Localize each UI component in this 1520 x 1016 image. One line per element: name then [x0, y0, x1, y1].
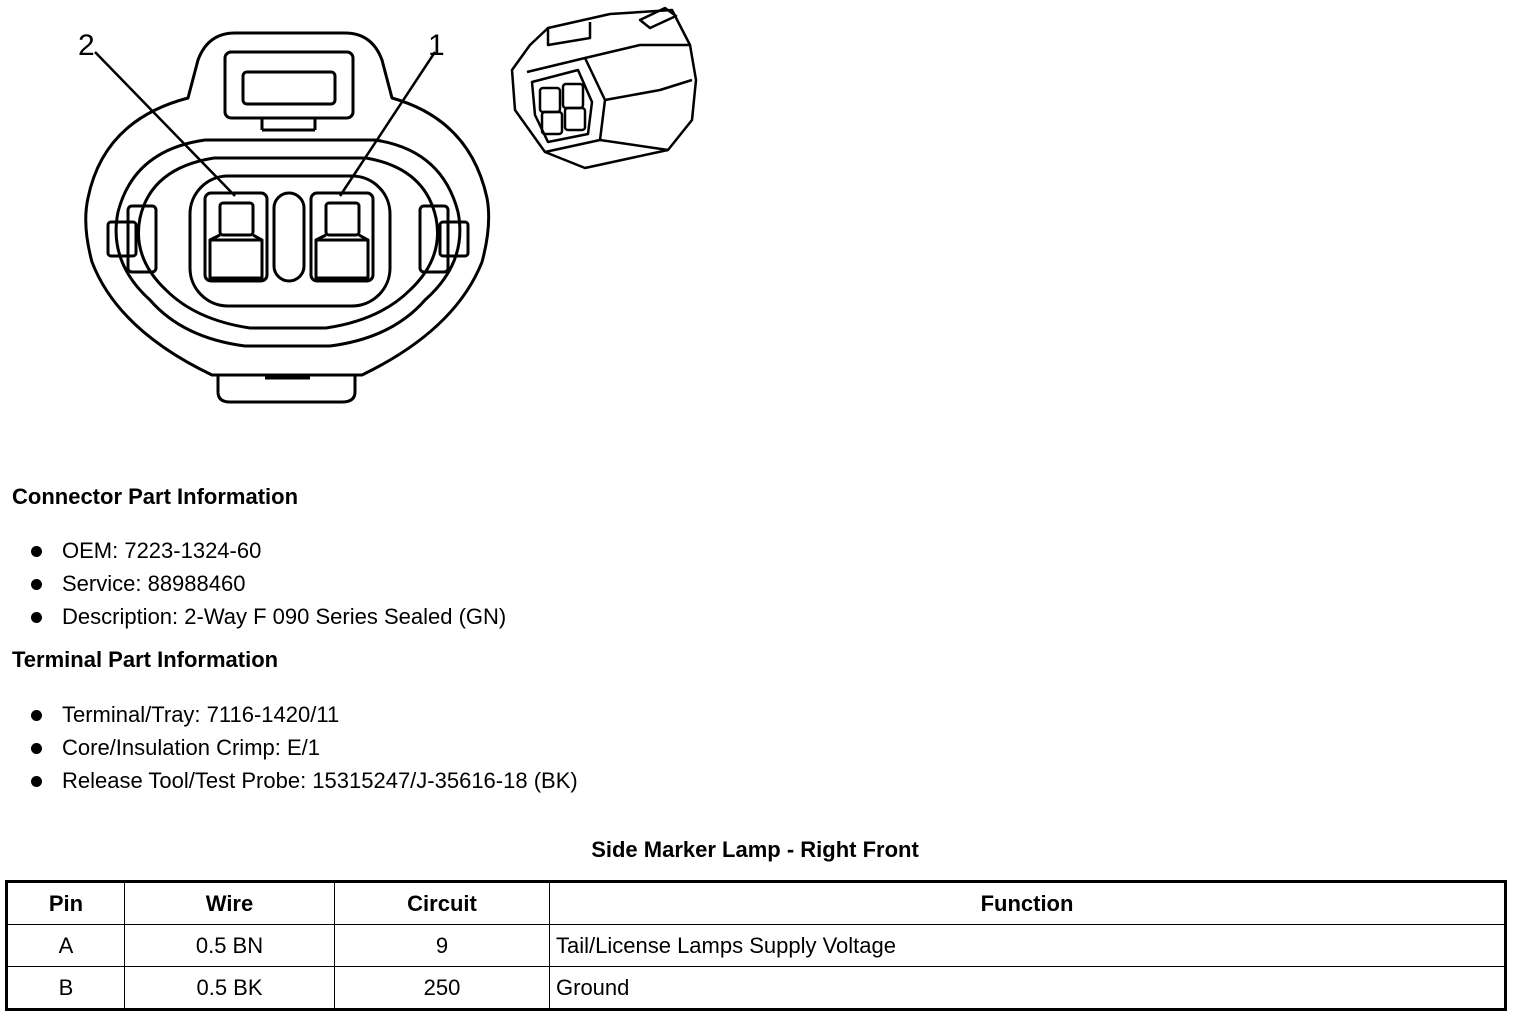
list-item	[0, 766, 578, 799]
list-item	[0, 733, 578, 766]
cell-pin: B	[7, 967, 125, 1010]
connector-description: Description: 2-Way F 090 Series Sealed (GN)	[62, 604, 507, 629]
table-header-row	[7, 882, 1506, 925]
bullet-icon	[31, 612, 42, 623]
terminal-crimp: Core/Insulation Crimp: E/1	[62, 735, 320, 760]
list-item	[0, 536, 506, 569]
connector-info-title: Connector Part Information	[12, 484, 299, 509]
cell-circuit: 250	[335, 967, 550, 1010]
terminal-tray: Terminal/Tray: 7116-1420/11	[62, 702, 340, 727]
table-row	[7, 925, 1506, 967]
header-wire: Wire	[125, 882, 335, 925]
list-item	[0, 700, 578, 733]
header-pin: Pin	[7, 882, 125, 925]
list-item	[0, 602, 506, 635]
table-title: Side Marker Lamp - Right Front	[591, 837, 919, 862]
table-row	[7, 967, 1506, 1010]
connector-info-list	[0, 536, 506, 635]
cell-wire: 0.5 BN	[125, 925, 335, 967]
connector-diagram	[0, 0, 1520, 430]
header-function: Function	[550, 882, 1506, 925]
connector-face-drawing	[0, 0, 1520, 430]
bullet-icon	[31, 776, 42, 787]
cell-circuit: 9	[335, 925, 550, 967]
connector-service: Service: 88988460	[62, 571, 246, 596]
header-circuit: Circuit	[335, 882, 550, 925]
cell-function: Tail/License Lamps Supply Voltage	[550, 925, 1506, 967]
cell-function: Ground	[550, 967, 1506, 1010]
bullet-icon	[31, 579, 42, 590]
pin-1-label: 1	[428, 29, 445, 62]
terminal-info-title: Terminal Part Information	[12, 647, 279, 672]
pinout-table	[5, 880, 1507, 1011]
cell-pin: A	[7, 925, 125, 967]
list-item	[0, 569, 506, 602]
terminal-release-tool: Release Tool/Test Probe: 15315247/J-35616-18 (BK)	[62, 768, 578, 793]
pin-2-label: 2	[78, 29, 95, 62]
bullet-icon	[31, 546, 42, 557]
bullet-icon	[31, 710, 42, 721]
cell-wire: 0.5 BK	[125, 967, 335, 1010]
terminal-info-list	[0, 700, 578, 799]
bullet-icon	[31, 743, 42, 754]
connector-oem: OEM: 7223-1324-60	[62, 538, 262, 563]
